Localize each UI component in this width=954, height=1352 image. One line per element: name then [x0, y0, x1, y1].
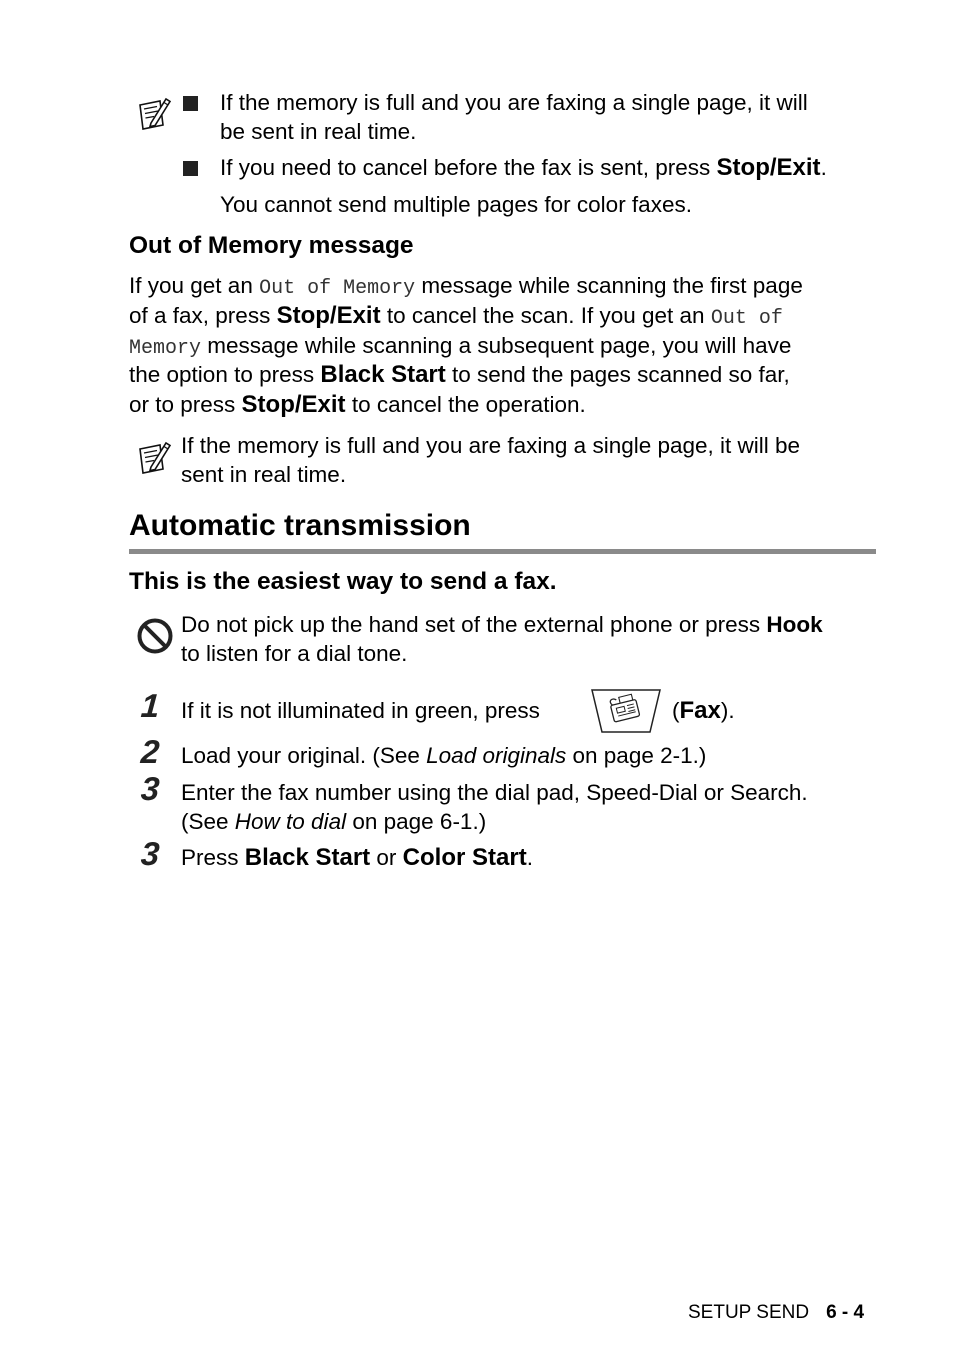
- auto-transmission-heading: Automatic transmission: [129, 509, 471, 542]
- footer-page-number: 6 - 4: [826, 1302, 865, 1323]
- oom-text: to send the pages scanned so far,: [445, 362, 790, 387]
- oom-paragraph-line-5: [129, 390, 586, 420]
- step-2-text: [181, 741, 706, 771]
- oom-note-line-1: If the memory is full and you are faxing a single page, it will be: [181, 433, 801, 458]
- step-number: 2: [139, 733, 161, 770]
- stop-exit-key-label: Stop/Exit: [276, 302, 381, 329]
- lcd-message-out-of: Out of: [710, 307, 783, 330]
- step-number: 1: [139, 687, 161, 724]
- oom-text: the option to press: [129, 362, 321, 387]
- paren: ).: [720, 698, 735, 723]
- step-3-line-2: [181, 807, 486, 837]
- hook-key-label: Hook: [766, 612, 823, 637]
- note-pencil-icon: [137, 95, 171, 131]
- oom-text: message while scanning a subsequent page, you will have: [201, 333, 792, 358]
- fax-key-label: Fax: [679, 697, 721, 724]
- paren: (: [672, 698, 680, 723]
- oom-heading: Out of Memory message: [129, 232, 414, 259]
- oom-text: to cancel the scan. If you get an: [380, 303, 711, 328]
- step-4-text: [181, 843, 533, 873]
- step-3-line-1: Enter the fax number using the dial pad, Speed-Dial or Search.: [181, 780, 808, 805]
- note-bullet-1-line-1: If the memory is full and you are faxing a single page, it will: [220, 90, 808, 115]
- fax-key-reference: [672, 696, 735, 726]
- color-start-key-label: Color Start: [402, 844, 527, 871]
- warning-line-1: [181, 610, 823, 640]
- step-text: Press: [181, 845, 245, 870]
- step-number: 3: [139, 835, 161, 872]
- oom-note-line-2: sent in real time.: [181, 462, 347, 487]
- how-to-dial-reference: How to dial: [234, 809, 347, 834]
- black-start-key-label: Black Start: [320, 361, 446, 388]
- step-text: .: [526, 845, 533, 870]
- warning-text: Do not pick up the hand set of the external phone or press: [181, 612, 767, 637]
- oom-paragraph-line-1: [129, 271, 803, 304]
- auto-subheading: This is the easiest way to send a fax.: [129, 568, 557, 595]
- lcd-message-out-of-memory: Out of Memory: [259, 277, 416, 300]
- prohibition-icon: [136, 617, 174, 655]
- oom-paragraph-line-3: [129, 331, 791, 364]
- step-number: 3: [139, 770, 161, 807]
- heading-rule: [129, 549, 876, 554]
- load-originals-reference: Load originals: [426, 743, 567, 768]
- step-text: or: [370, 845, 403, 870]
- step-1-text: If it is not illuminated in green, press: [181, 698, 540, 723]
- note-bullet-2-end: .: [820, 155, 827, 180]
- step-text: on page 2-1.): [566, 743, 707, 768]
- stop-exit-key-label: Stop/Exit: [241, 391, 346, 418]
- fax-key-icon: [590, 688, 662, 734]
- step-text: Load your original. (See: [181, 743, 427, 768]
- oom-text: If you get an: [129, 273, 260, 298]
- note-extra-line: You cannot send multiple pages for color faxes.: [220, 192, 692, 217]
- page-footer: [688, 1302, 864, 1324]
- note-bullet-2: [220, 153, 827, 183]
- step-text: on page 6-1.): [346, 809, 487, 834]
- step-text: (See: [181, 809, 235, 834]
- oom-paragraph-line-2: [129, 301, 783, 334]
- oom-text: message while scanning the first page: [415, 273, 803, 298]
- oom-text: to cancel the operation.: [345, 392, 586, 417]
- footer-section-title: SETUP SEND: [688, 1302, 810, 1323]
- note-pencil-icon: [137, 439, 171, 475]
- black-start-key-label: Black Start: [244, 844, 371, 871]
- oom-paragraph-line-4: [129, 360, 790, 390]
- note-bullet-1-line-2: be sent in real time.: [220, 119, 417, 144]
- oom-text: of a fax, press: [129, 303, 277, 328]
- bullet-marker: [183, 96, 198, 111]
- stop-exit-key-label: Stop/Exit: [716, 154, 821, 181]
- lcd-message-memory: Memory: [129, 337, 202, 360]
- warning-line-2: to listen for a dial tone.: [181, 641, 408, 666]
- note-bullet-2-text: If you need to cancel before the fax is sent, press: [220, 155, 717, 180]
- bullet-marker: [183, 161, 198, 176]
- oom-text: or to press: [129, 392, 242, 417]
